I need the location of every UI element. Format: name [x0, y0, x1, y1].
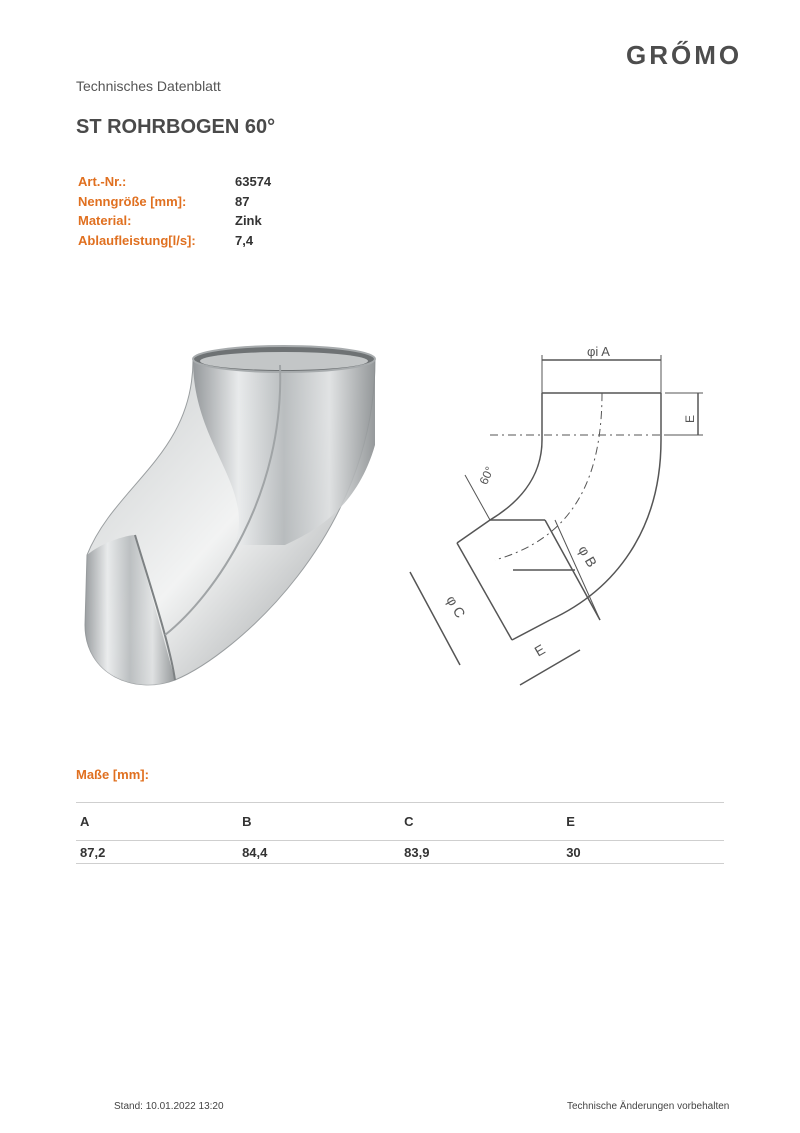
spec-row-material — [78, 213, 271, 233]
spec-value: 63574 — [235, 174, 272, 189]
dim-label-a: φi A — [587, 344, 610, 359]
column-header: A — [76, 803, 238, 841]
column-header: B — [238, 803, 400, 841]
spec-row-ablaufleistung — [78, 233, 271, 253]
table-cell: 87,2 — [76, 841, 238, 864]
dimensions-heading: Maße [mm]: — [76, 767, 149, 782]
brand-logo: GRŐMO — [626, 40, 743, 70]
dim-label-c: φ C — [443, 592, 469, 621]
spec-row-nenngroesse — [78, 194, 271, 214]
spec-value: 87 — [235, 193, 250, 209]
footer-note: Technische Änderungen vorbehalten — [567, 1101, 730, 1112]
spec-value: Zink — [235, 213, 262, 228]
technical-drawing — [395, 330, 725, 700]
spec-label: Art.-Nr.: — [78, 174, 127, 189]
spec-list — [78, 174, 271, 252]
spec-label: Ablaufleistung[l/s]: — [78, 232, 196, 248]
table-cell: 84,4 — [238, 841, 400, 864]
dim-label-b: φ B — [575, 542, 601, 570]
table-cell: 30 — [562, 841, 724, 864]
dim-label-e-bottom: E — [531, 640, 548, 660]
spec-row-art-nr — [78, 174, 271, 194]
spec-value: 7,4 — [235, 232, 254, 248]
angle-label: 60° — [476, 464, 497, 487]
dimensions-table — [76, 802, 724, 864]
table-header-row — [76, 803, 724, 841]
table-row — [76, 841, 724, 864]
column-header: E — [562, 803, 724, 841]
page-title: ST ROHRBOGEN 60° — [76, 116, 276, 138]
product-photo — [75, 335, 385, 710]
table-cell: 83,9 — [400, 841, 562, 864]
spec-label: Nenngröße [mm]: — [78, 193, 187, 209]
footer-date: Stand: 10.01.2022 13:20 — [114, 1101, 224, 1112]
column-header: C — [400, 803, 562, 841]
dim-label-e-top: E — [683, 414, 697, 423]
document-type: Technisches Datenblatt — [76, 78, 221, 94]
spec-label: Material: — [78, 213, 132, 228]
